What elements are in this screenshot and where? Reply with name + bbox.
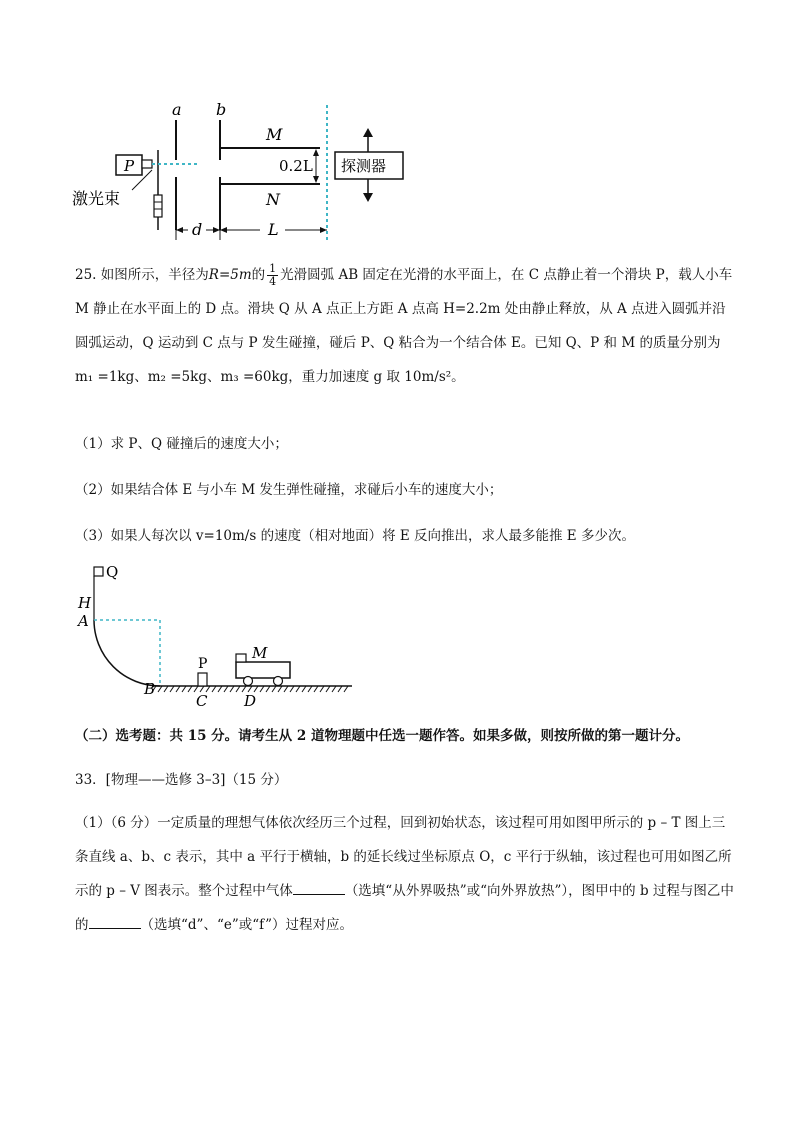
section2-heading: （二）选考题：共 15 分。请考生从 2 道物理题中任选一题作答。如果多做，则按所做的第一题计分。 [75, 728, 689, 744]
quarter-fraction [267, 263, 278, 288]
fraction-numerator: 1 [269, 262, 277, 275]
laser-detector-figure [70, 95, 430, 255]
cart-wheel-right [274, 677, 283, 686]
detector-label: 探测器 [341, 157, 387, 175]
fig2-label-C: C [196, 692, 208, 710]
q33-part1-b: （选填“从外界吸热”或“向外界放热”），图甲中的 b 过程与图乙中的 [75, 883, 734, 933]
q25-text-part3: 光滑圆弧 AB 固定在光滑的水平面上，在 C 点静止着一个滑块 P，载人小车 M 静止在水平面上的 D 点。滑块 Q 从 A 点正上方距 A 点高 H=2.2m 处由静止释放，从 A 点进入圆弧并沿圆弧运动，Q 运动到 C 点与 P 发生碰撞，碰后 P、Q 粘合为一个结合体 E。已知 Q、P 和 M 的质量分别为 m₁ =1kg、m₂ =5kg、m₃ =60kg，重力加速度 g 取 10m/s²。 [75, 267, 733, 385]
q25-radius: R=5m [208, 267, 252, 283]
label-gap: 0.2L [279, 157, 313, 175]
label-b: b [216, 100, 227, 119]
q25-sub2: （2）如果结合体 E 与小车 M 发生弹性碰撞，求碰后小车的速度大小； [75, 482, 503, 498]
fig2-label-M: M [252, 644, 268, 662]
fig2-label-A: A [78, 612, 89, 630]
laser-grip [154, 195, 162, 217]
answer-blank-1[interactable] [293, 880, 345, 895]
q33-part1-c: （选填“d”、“e”或“f”）过程对应。 [140, 917, 354, 933]
q25-paragraph [75, 258, 735, 394]
label-d: d [192, 220, 203, 239]
fig2-label-H: H [78, 594, 92, 612]
fig2-label-P: P [198, 656, 208, 672]
q33-part1-a: （1）（6 分）一定质量的理想气体依次经历三个过程，回到初始状态，该过程可用如图甲所示的 p – T 图上三条直线 a、b、c 表示，其中 a 平行于横轴，b 的延长线过坐标原点 O，c 平行于纵轴，该过程也可用如图乙所示的 p – V 图表示。整个过程中气体 [75, 815, 732, 899]
label-L: L [268, 220, 279, 239]
laser-nozzle [142, 160, 152, 168]
q33-title: 33．[物理——选修 3–3]（15 分） [75, 772, 288, 788]
q33-part1 [75, 806, 735, 942]
q25-number: 25. [75, 267, 97, 283]
arc-cart-figure [72, 560, 372, 710]
quarter-arc-AB [94, 620, 160, 686]
q25-sub3: （3）如果人每次以 v=10m/s 的速度（相对地面）将 E 反向推出，求人最多能推 E 多少次。 [75, 528, 635, 544]
label-a: a [172, 100, 182, 119]
block-Q [94, 567, 103, 576]
label-M: M [266, 125, 283, 144]
fig2-label-D: D [244, 692, 257, 710]
label-P: P [124, 157, 135, 175]
cart-seat [236, 654, 246, 662]
label-N: N [266, 190, 280, 209]
cart-M [236, 662, 290, 678]
q25-text-part1: 如图所示，半径为 [100, 267, 209, 283]
q25-text-part2: 的 [251, 267, 266, 283]
q25-sub1: （1）求 P、Q 碰撞后的速度大小； [75, 436, 288, 452]
cart-wheel-left [244, 677, 253, 686]
fig2-label-B: B [144, 680, 156, 698]
answer-blank-2[interactable] [89, 914, 141, 929]
block-P [198, 673, 207, 686]
fraction-denominator: 4 [269, 275, 277, 288]
laser-label: 激光束 [72, 189, 121, 208]
fig2-label-Q: Q [106, 563, 119, 581]
